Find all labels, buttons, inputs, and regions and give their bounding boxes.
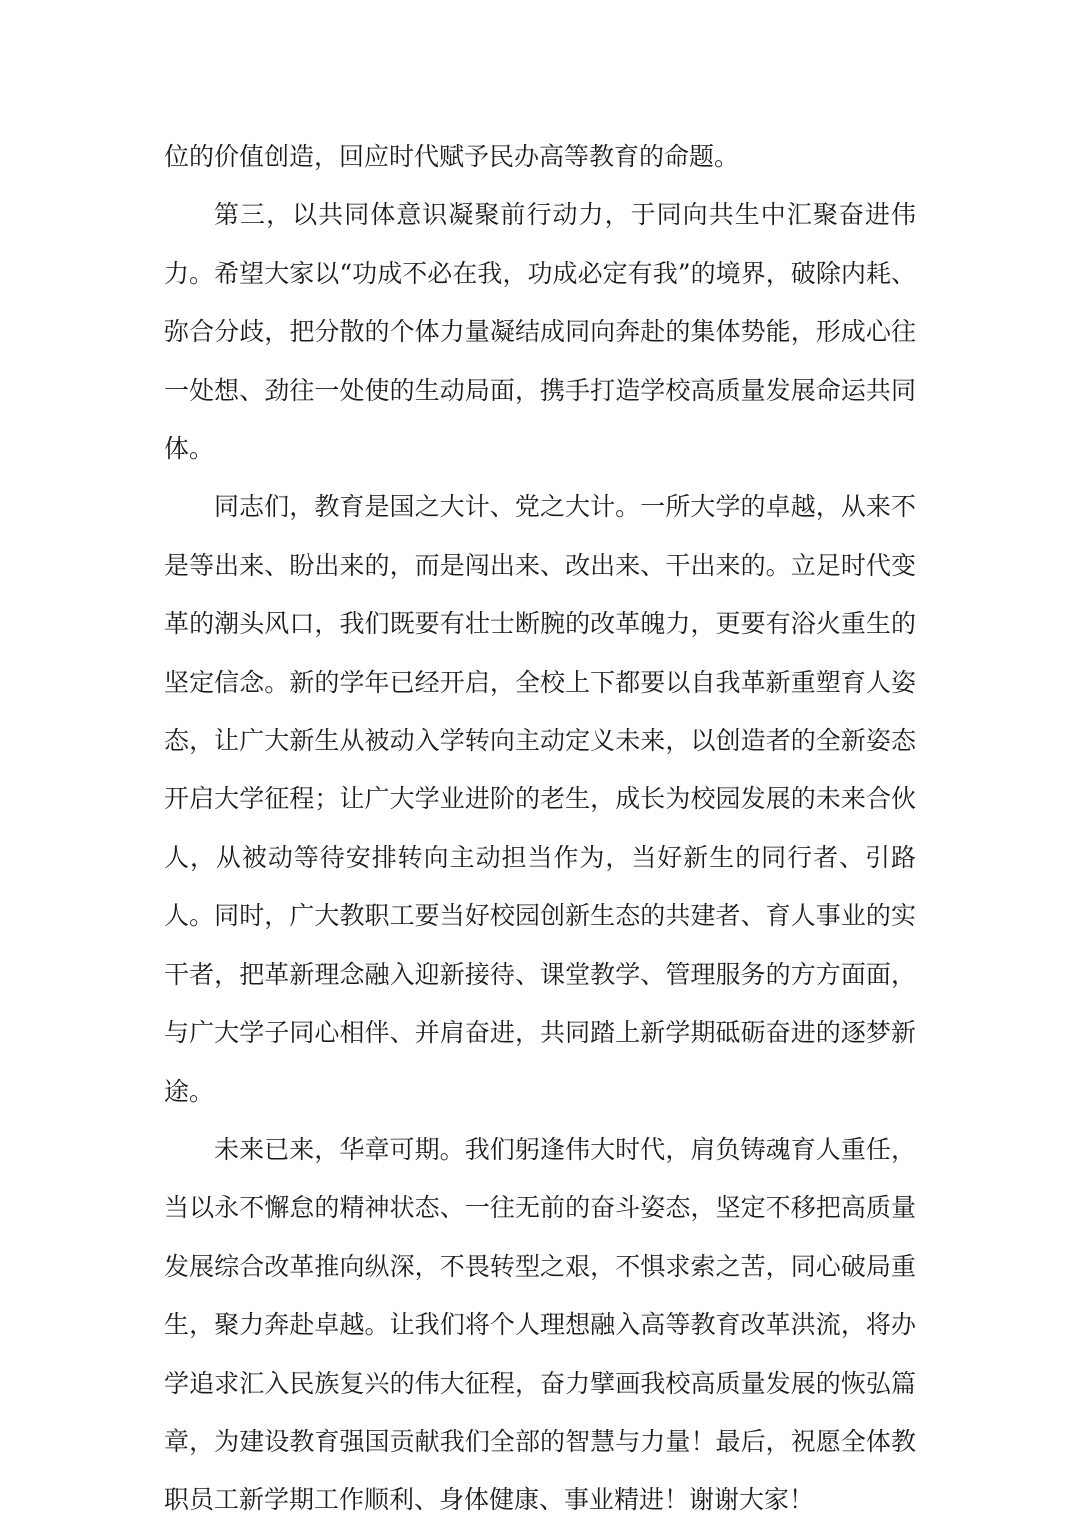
paragraph-third-point: 第三，以共同体意识凝聚前行动力，于同向共生中汇聚奋进伟力。希望大家以“功成不必在我，功成必定有我”的境界，破除内耗、弥合分歧，把分散的个体力量凝结成同向奔赴的集体势能，形成心往一处想、劲往一处使的生动局面，携手打造学校高质量发展命运共同体。	[164, 200, 916, 464]
document-body	[164, 128, 916, 1530]
paragraph-continuation: 位的价值创造，回应时代赋予民办高等教育的命题。	[164, 142, 740, 171]
paragraph-comrades: 同志们，教育是国之大计、党之大计。一所大学的卓越，从来不是等出来、盼出来的，而是闯出来、改出来、干出来的。立足时代变革的潮头风口，我们既要有壮士断腕的改革魄力，更要有浴火重生的坚定信念。新的学年已经开启，全校上下都要以自我革新重塑育人姿态，让广大新生从被动入学转向主动定义未来，以创造者的全新姿态开启大学征程；让广大学业进阶的老生，成长为校园发展的未来合伙人，从被动等待安排转向主动担当作为，当好新生的同行者、引路人。同时，广大教职工要当好校园创新生态的共建者、育人事业的实干者，把革新理念融入迎新接待、课堂教学、管理服务的方方面面，与广大学子同心相伴、并肩奋进，共同踏上新学期砥砺奋进的逐梦新途。	[164, 492, 916, 1106]
paragraph-closing: 未来已来，华章可期。我们躬逢伟大时代，肩负铸魂育人重任，当以永不懈怠的精神状态、一往无前的奋斗姿态，坚定不移把高质量发展综合改革推向纵深，不畏转型之艰，不惧求索之苦，同心破局重生，聚力奔赴卓越。让我们将个人理想融入高等教育改革洪流，将办学追求汇入民族复兴的伟大征程，奋力擘画我校高质量发展的恢弘篇章，为建设教育强国贡献我们全部的智慧与力量！最后，祝愿全体教职员工新学期工作顺利、身体健康、事业精进！谢谢大家！	[164, 1134, 916, 1515]
